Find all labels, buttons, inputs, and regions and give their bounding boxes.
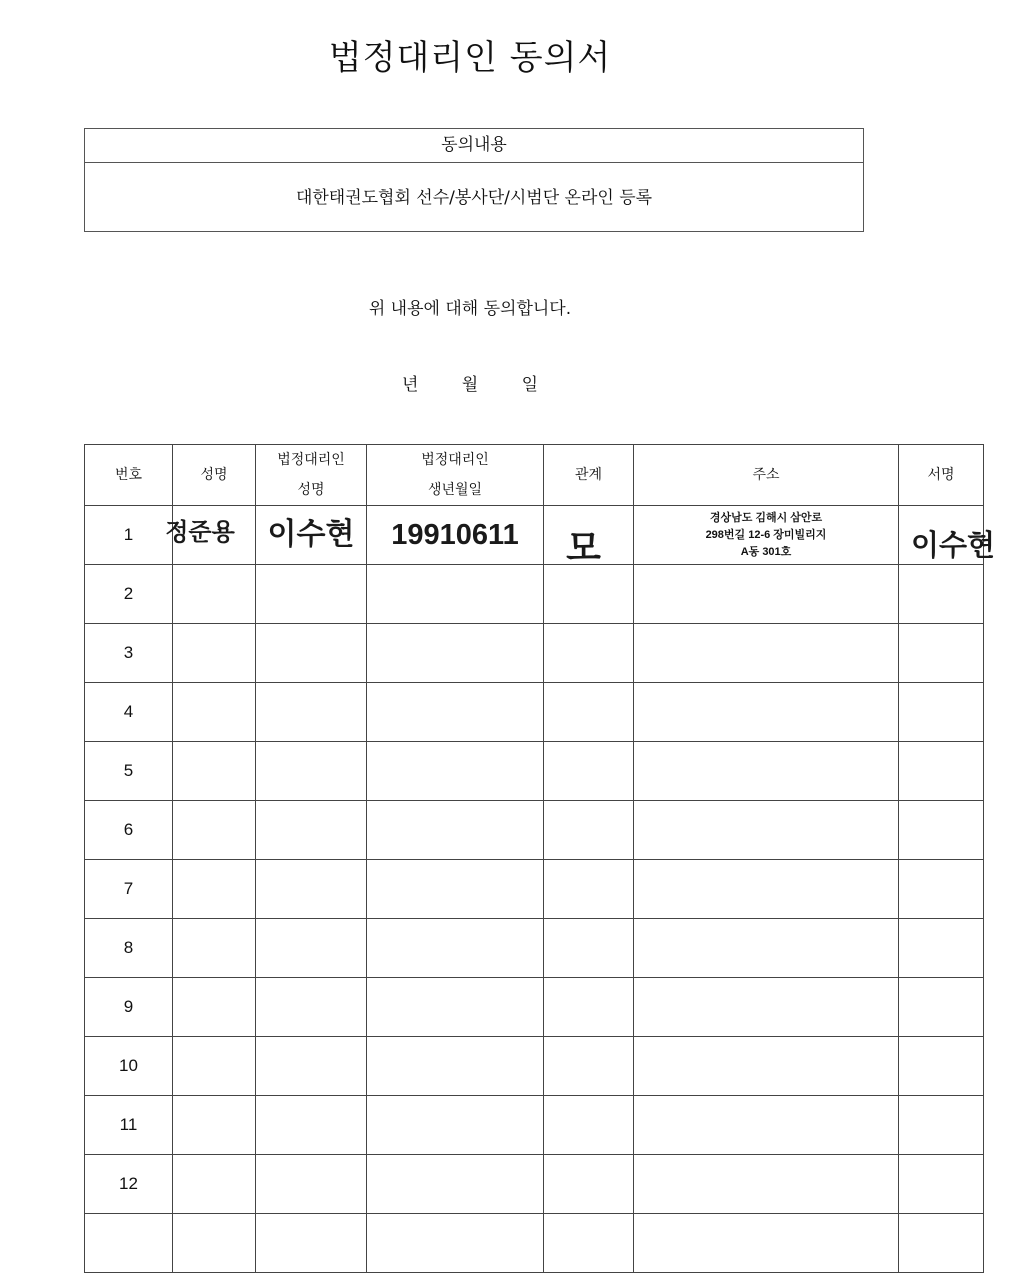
consent-header: 동의내용 (85, 129, 863, 163)
col-header-rep-birth-line2: 생년월일 (427, 482, 483, 498)
table-row (85, 1155, 984, 1214)
table-row (85, 801, 984, 860)
table-row (85, 565, 984, 624)
cell-relation (544, 919, 634, 978)
cell-rep-birth (367, 683, 544, 742)
col-header-signature: 서명 (899, 445, 984, 506)
cell-signature (899, 624, 984, 683)
cell-empty (367, 1214, 544, 1273)
cell-name (173, 624, 256, 683)
cell-empty (256, 1214, 367, 1273)
handwritten-relation: 모 (566, 527, 601, 569)
cell-no: 4 (85, 683, 173, 742)
cell-address (634, 1096, 899, 1155)
cell-rep-birth (367, 919, 544, 978)
cell-relation (544, 683, 634, 742)
cell-name (173, 801, 256, 860)
cell-signature (899, 1096, 984, 1155)
cell-relation (544, 1037, 634, 1096)
cell-no: 3 (85, 624, 173, 683)
cell-rep-birth (367, 1155, 544, 1214)
cell-rep-name (256, 860, 367, 919)
cell-signature (899, 860, 984, 919)
table-row (85, 683, 984, 742)
cell-name (165, 506, 256, 565)
cell-no: 6 (85, 801, 173, 860)
cell-no: 11 (85, 1096, 173, 1155)
cell-address (634, 506, 899, 565)
cell-rep-birth (367, 742, 544, 801)
address-line-3: A동 301호 (740, 545, 792, 558)
col-header-rep-birth-line1: 법정대리인 (421, 452, 489, 468)
cell-rep-name (256, 506, 367, 565)
cell-relation (544, 860, 634, 919)
table-row (85, 506, 984, 565)
cell-signature (899, 919, 984, 978)
cell-address (634, 860, 899, 919)
col-header-rep-name-line1: 법정대리인 (277, 452, 345, 468)
cell-no: 8 (85, 919, 173, 978)
col-header-address: 주소 (634, 445, 899, 506)
cell-address (634, 742, 899, 801)
cell-relation (544, 1096, 634, 1155)
handwritten-rep-birth: 19910611 (391, 518, 519, 551)
cell-empty (173, 1214, 256, 1273)
cell-relation (544, 624, 634, 683)
cell-relation (544, 978, 634, 1037)
cell-no: 7 (85, 860, 173, 919)
cell-name (173, 1155, 256, 1214)
document-title: 법정대리인 동의서 (328, 38, 612, 78)
date-line (0, 370, 940, 395)
cell-rep-birth (367, 1037, 544, 1096)
cell-name (173, 1096, 256, 1155)
table-row-cutoff (85, 1214, 984, 1273)
cell-no: 9 (85, 978, 173, 1037)
date-year-label: 년 (401, 375, 419, 395)
cell-empty (899, 1214, 984, 1273)
cell-rep-birth (367, 801, 544, 860)
date-month-label: 월 (461, 375, 479, 395)
cell-signature (899, 683, 984, 742)
cell-address (634, 565, 899, 624)
cell-rep-name (256, 1037, 367, 1096)
cell-rep-name (256, 919, 367, 978)
cell-empty (634, 1214, 899, 1273)
table-row (85, 624, 984, 683)
cell-rep-birth (367, 978, 544, 1037)
cell-address (634, 801, 899, 860)
cell-empty (85, 1214, 173, 1273)
cell-rep-name (256, 1096, 367, 1155)
cell-name (173, 860, 256, 919)
col-header-rep-name (256, 445, 367, 506)
handwritten-name: 정준용 (165, 517, 235, 546)
consent-content: 대한태권도협회 선수/봉사단/시범단 온라인 등록 (295, 188, 653, 208)
col-header-relation: 관계 (544, 445, 634, 506)
cell-no: 2 (85, 565, 173, 624)
cell-signature (899, 1037, 984, 1096)
cell-no: 1 (85, 506, 173, 565)
cell-rep-name (256, 742, 367, 801)
cell-relation (544, 1155, 634, 1214)
col-header-no: 번호 (85, 445, 173, 506)
table-row (85, 919, 984, 978)
cell-name (173, 742, 256, 801)
consent-box (84, 128, 864, 232)
table-row (85, 742, 984, 801)
cell-relation (544, 801, 634, 860)
table-row (85, 978, 984, 1037)
handwritten-rep-name: 이수현 (267, 517, 355, 552)
cell-rep-birth (367, 860, 544, 919)
cell-address (634, 1037, 899, 1096)
cell-relation (544, 742, 634, 801)
address-line-1: 경상남도 김해시 삼안로 (709, 511, 823, 524)
cell-rep-birth (367, 624, 544, 683)
agreement-statement: 위 내용에 대해 동의합니다. (368, 299, 572, 319)
cell-name (173, 919, 256, 978)
table-row (85, 1037, 984, 1096)
cell-rep-name (256, 683, 367, 742)
cell-relation (544, 565, 634, 624)
cell-signature (899, 506, 996, 565)
cell-address (634, 919, 899, 978)
cell-signature (899, 978, 984, 1037)
cell-rep-name (256, 978, 367, 1037)
cell-rep-name (256, 624, 367, 683)
table-row (85, 860, 984, 919)
cell-rep-name (256, 801, 367, 860)
cell-no: 12 (85, 1155, 173, 1214)
cell-name (173, 978, 256, 1037)
col-header-name: 성명 (173, 445, 256, 506)
handwritten-signature: 이수현 (911, 527, 996, 562)
cell-relation (544, 506, 634, 569)
consent-roster-table (84, 444, 996, 1273)
cell-name (173, 683, 256, 742)
cell-signature (899, 1155, 984, 1214)
cell-name (173, 565, 256, 624)
cell-address (634, 978, 899, 1037)
cell-rep-birth (367, 565, 544, 624)
cell-rep-name (256, 1155, 367, 1214)
table-header-row (85, 445, 984, 506)
cell-signature (899, 801, 984, 860)
table-row (85, 1096, 984, 1155)
cell-signature (899, 565, 984, 624)
cell-address (634, 624, 899, 683)
cell-rep-birth (367, 1096, 544, 1155)
cell-address (634, 683, 899, 742)
cell-no: 5 (85, 742, 173, 801)
date-day-label: 일 (521, 375, 539, 395)
cell-name (173, 1037, 256, 1096)
address-line-2: 298번길 12-6 장미빌리지 (705, 528, 827, 541)
cell-rep-name (256, 565, 367, 624)
cell-no: 10 (85, 1037, 173, 1096)
col-header-rep-name-line2: 성명 (297, 482, 325, 498)
cell-rep-birth (367, 506, 544, 565)
cell-signature (899, 742, 984, 801)
cell-address (634, 1155, 899, 1214)
cell-empty (544, 1214, 634, 1273)
col-header-rep-birth (367, 445, 544, 506)
